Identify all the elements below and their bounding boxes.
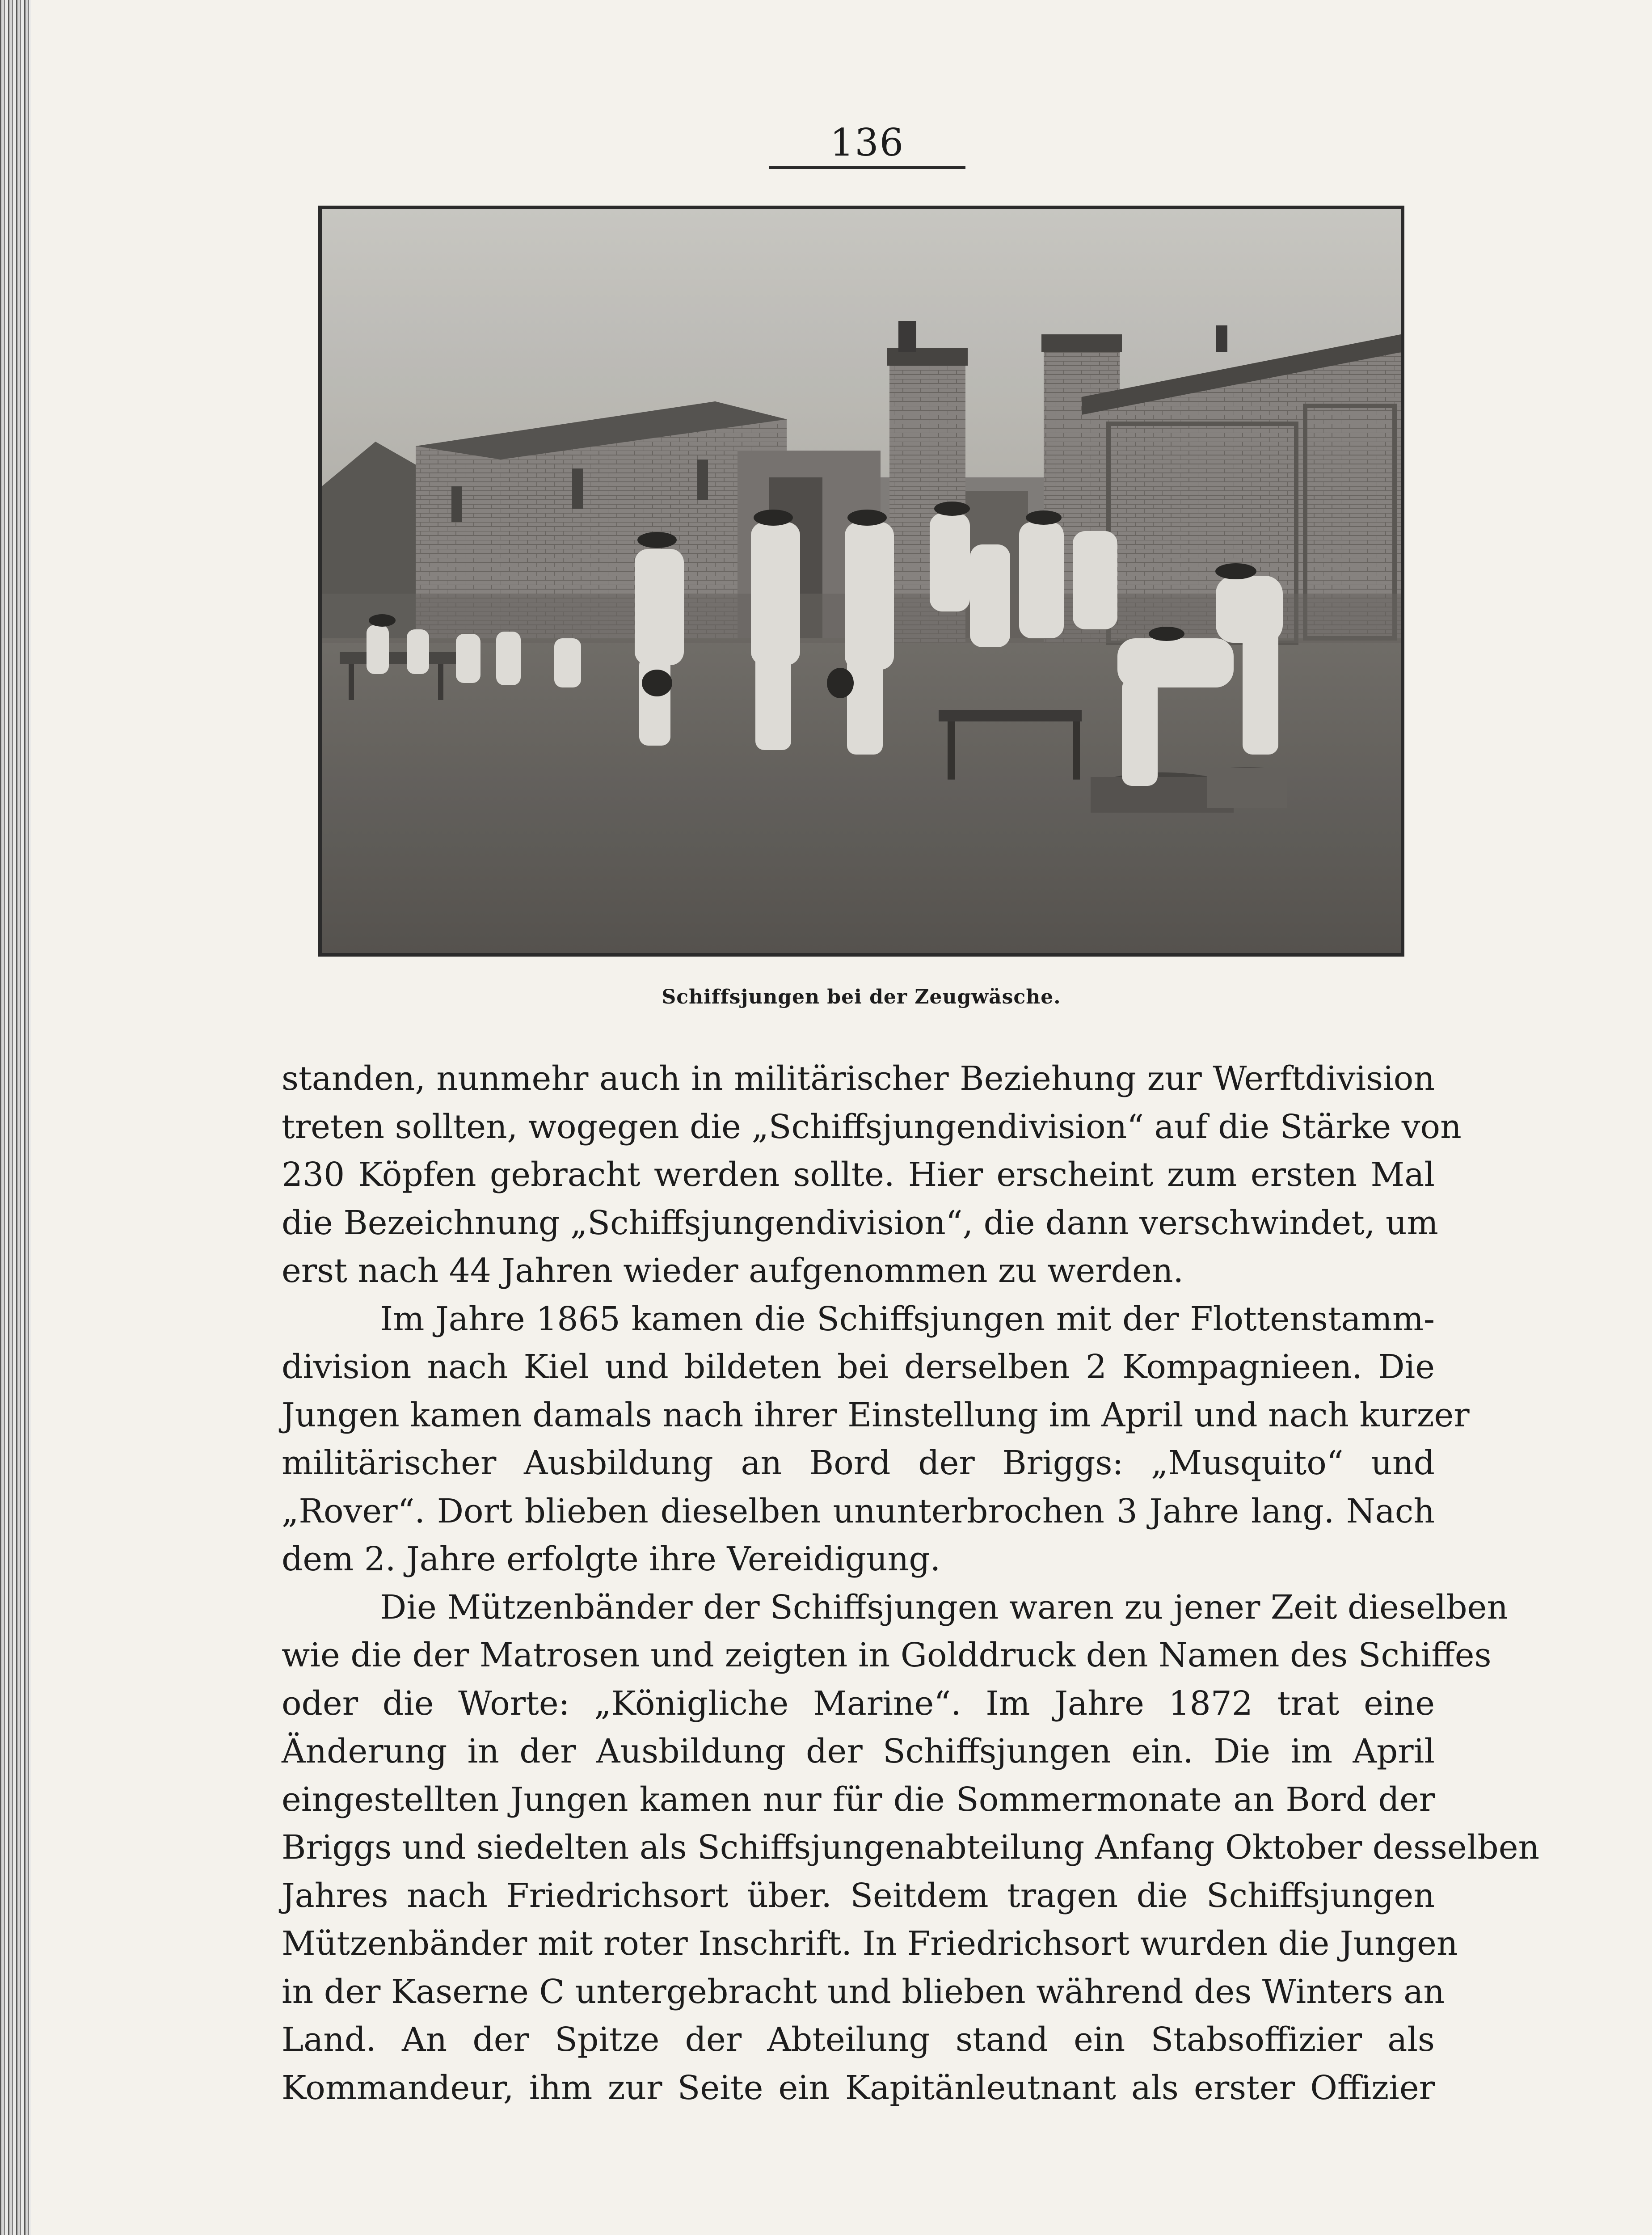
text-line: oder die Worte: „Königliche Marine“. Im Jahre 1872 trat eine [282, 1684, 1435, 1723]
text-line: in der Kaserne C untergebracht und blieben während des Winters an [282, 1972, 1445, 2011]
text-line: division nach Kiel und bildeten bei derselben 2 Kompagnieen. Die [282, 1348, 1435, 1386]
page-number: 136 [830, 121, 905, 164]
text-line: Die Mützenbänder der Schiffsjungen waren zu jener Zeit dieselben [380, 1588, 1509, 1627]
photo-caption: Schiffsjungen bei der Zeugwäsche. [662, 986, 1061, 1008]
text-line: wie die der Matrosen und zeigten in Golddruck den Namen des Schiffes [282, 1636, 1492, 1674]
book-spine-edge [0, 0, 31, 2235]
text-line: erst nach 44 Jahren wieder aufgenommen zu werden. [282, 1252, 1184, 1290]
text-line: Jungen kamen damals nach ihrer Einstellung im April und nach kurzer [282, 1396, 1470, 1434]
text-line: standen, nunmehr auch in militärischer Beziehung zur Werftdivision [282, 1059, 1435, 1098]
photo-illustration [322, 209, 1401, 953]
text-line: „Rover“. Dort blieben dieselben ununterbrochen 3 Jahre lang. Nach [282, 1492, 1435, 1531]
text-line: militärischer Ausbildung an Bord der Briggs: „Musquito“ und [282, 1444, 1435, 1482]
text-line: Jahres nach Friedrichsort über. Seitdem tragen die Schiffsjungen [282, 1876, 1435, 1915]
text-line: 230 Köpfen gebracht werden sollte. Hier erscheint zum ersten Mal [282, 1155, 1435, 1194]
text-line: Land. An der Spitze der Abteilung stand ein Stabsoffizier als [282, 2020, 1435, 2059]
text-line: Kommandeur, ihm zur Seite ein Kapitänleutnant als erster Offizier [282, 2068, 1435, 2107]
text-line: Änderung in der Ausbildung der Schiffsjungen ein. Die im April [282, 1732, 1435, 1771]
photograph-ship-boys-laundry [318, 206, 1404, 957]
text-line: eingestellten Jungen kamen nur für die Sommermonate an Bord der [282, 1780, 1435, 1819]
text-line: Briggs und siedelten als Schiffsjungenabteilung Anfang Oktober desselben [282, 1828, 1540, 1867]
text-line: treten sollten, wogegen die „Schiffsjungendivision“ auf die Stärke von [282, 1107, 1462, 1146]
text-line: die Bezeichnung „Schiffsjungendivision“, die dann verschwindet, um [282, 1203, 1438, 1242]
text-line: Mützenbänder mit roter Inschrift. In Friedrichsort wurden die Jungen [282, 1924, 1458, 1963]
text-line: Im Jahre 1865 kamen die Schiffsjungen mit der Flottenstamm- [380, 1299, 1435, 1338]
page-number-rule [769, 166, 965, 169]
body-text [282, 1055, 1540, 2112]
text-line: dem 2. Jahre erfolgte ihre Vereidigung. [282, 1540, 941, 1578]
